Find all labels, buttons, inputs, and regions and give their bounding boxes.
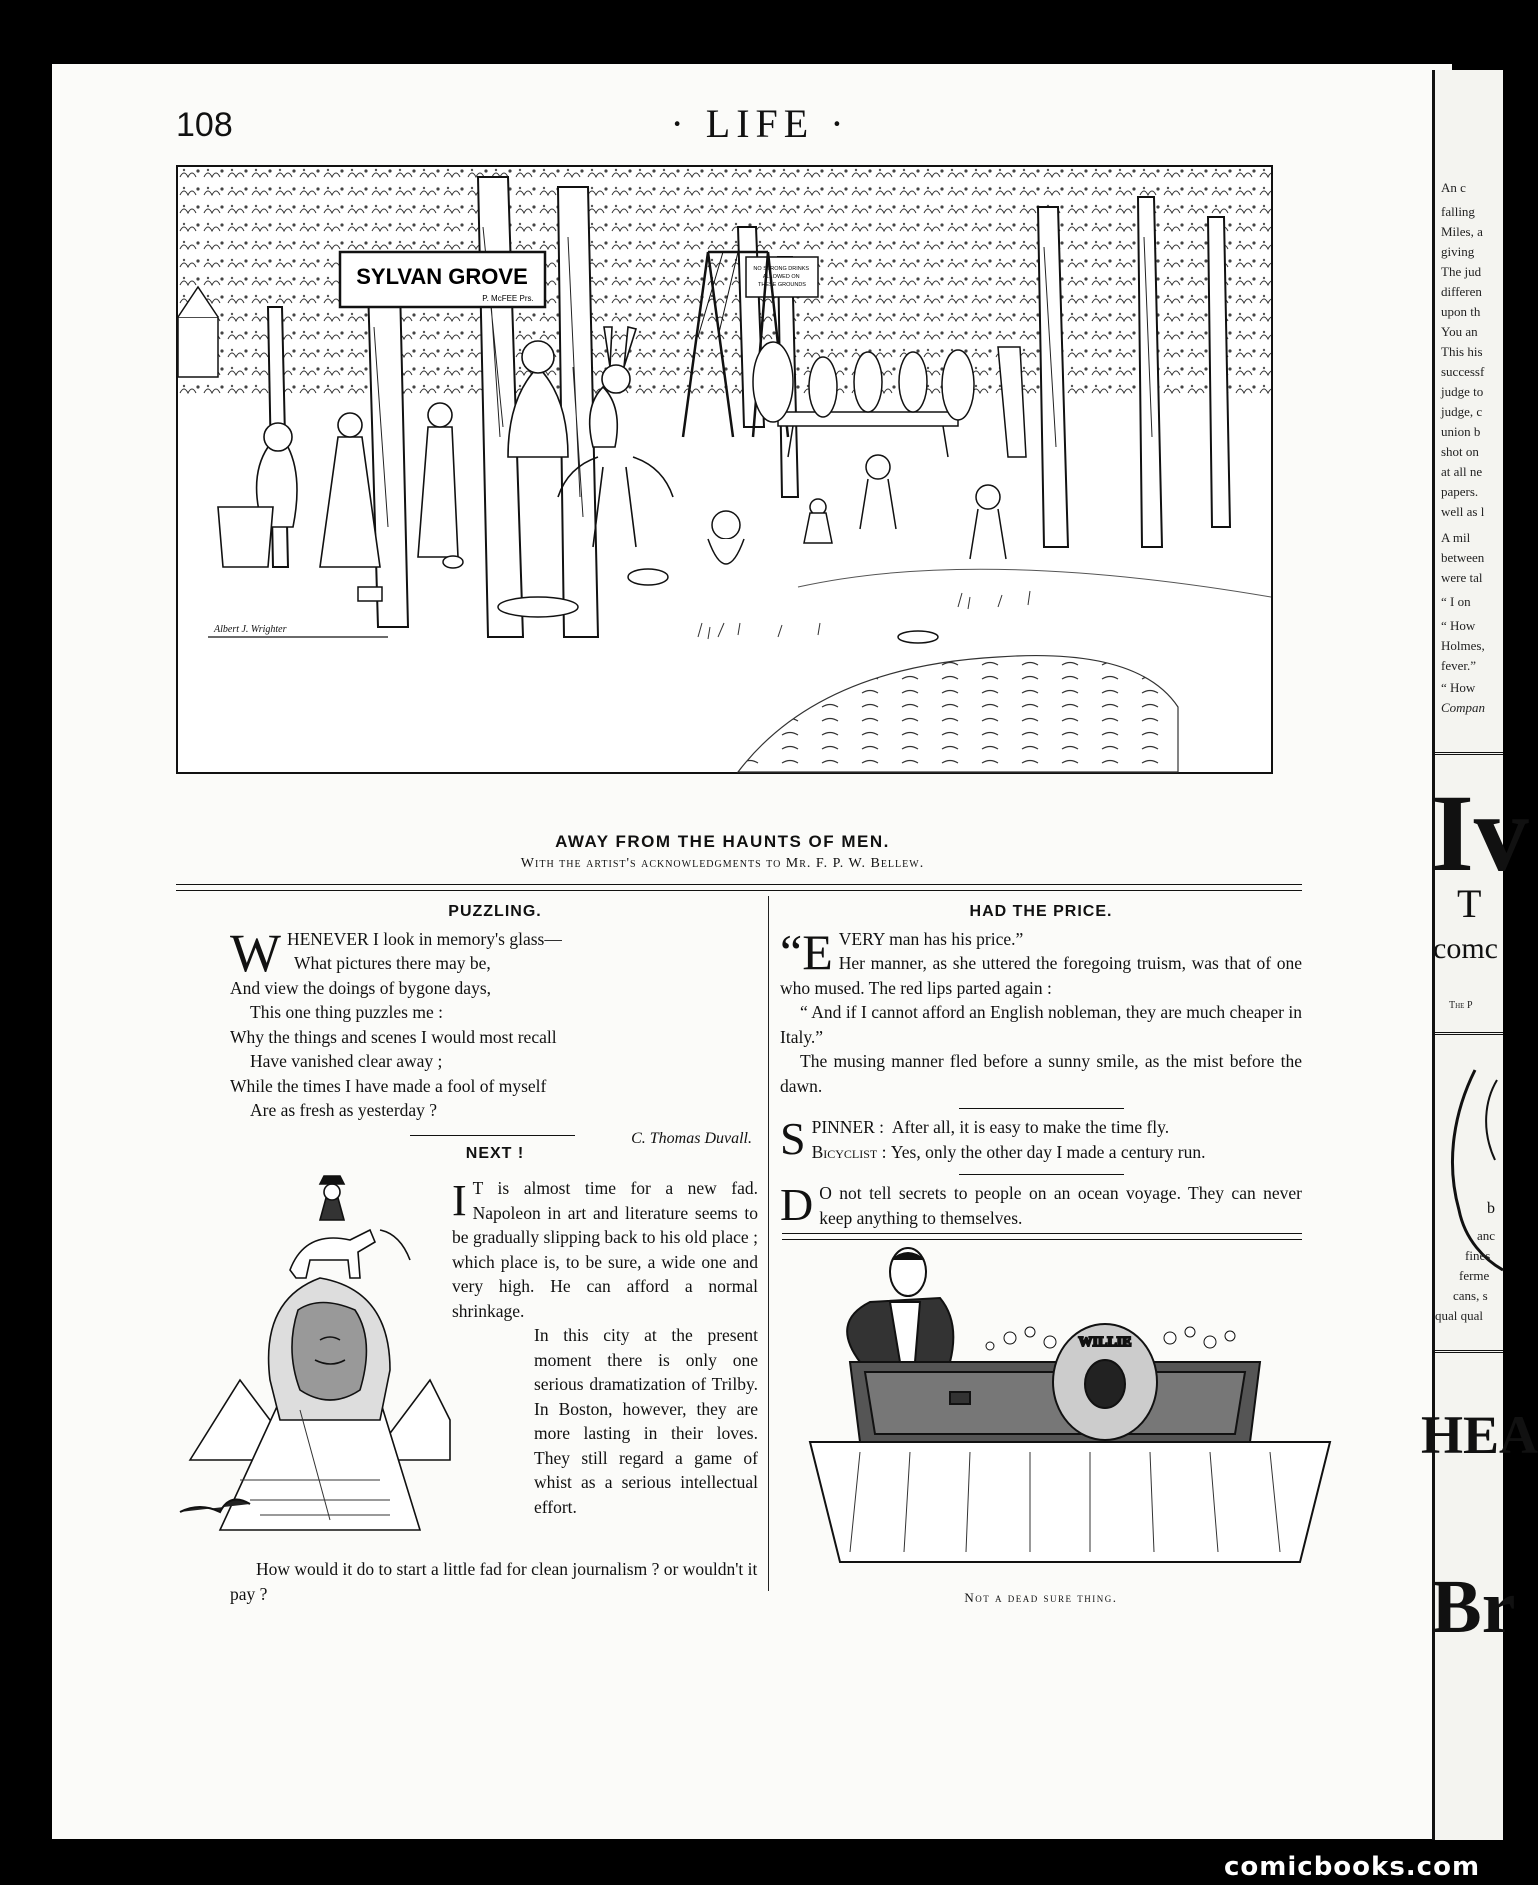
fragment-line: b [1487, 1200, 1495, 1217]
fragment-line: An c [1441, 180, 1466, 195]
dialogue-line: Yes, only the other day I made a century run. [890, 1141, 1206, 1162]
adjacent-page-fragment [1421, 70, 1538, 1840]
fragment-line: union b [1441, 424, 1481, 439]
had-price-heading: HAD THE PRICE. [969, 903, 1113, 920]
next-heading: NEXT ! [465, 1145, 525, 1162]
fragment-word: HEA [1421, 1405, 1538, 1465]
drop-cap: S [780, 1113, 806, 1164]
fragment-line: A mil [1441, 530, 1471, 545]
fragment-line: giving [1441, 244, 1475, 259]
cartoon-title: AWAY FROM THE HAUNTS OF MEN. [555, 832, 890, 851]
artist-signature: Albert J. Wrighter [214, 624, 287, 635]
drop-cap: D [780, 1179, 814, 1230]
rules-sign-text: NO STRONG DRINKS ALLOWED ON THESE GROUNDS [753, 266, 810, 288]
fragment-line: judge to [1441, 384, 1484, 399]
poem-line: While the times I have made a fool of myself [230, 1075, 547, 1096]
fragment-line: Compan [1441, 700, 1486, 715]
spinner-dialogue [780, 1115, 1302, 1164]
next-article-end [230, 1557, 760, 1606]
fragment-line: shot on [1441, 444, 1479, 459]
poem-line: Are as fresh as yesterday ? [250, 1100, 438, 1120]
poem-line: Have vanished clear away ; [250, 1051, 443, 1071]
fragment-line: “ How [1441, 618, 1476, 633]
forest-picnic-illustration [178, 167, 1271, 772]
fragment-line: differen [1441, 284, 1482, 299]
fragment-letter: T [1457, 881, 1482, 926]
grove-sign-owner: P. McFEE Prs. [482, 294, 534, 303]
fragment-line: upon th [1441, 304, 1481, 319]
next-article-text [452, 1176, 758, 1519]
cartoon-subtitle: With the artist's acknowledgments to Mr. F. P. W. Bellew. [520, 856, 925, 871]
section-rule [959, 1174, 1124, 1175]
fragment-large-letters: Iv [1431, 772, 1529, 894]
secrets-paragraph [780, 1181, 1302, 1230]
fragment-line: You an [1441, 324, 1478, 339]
grove-sign-text: SYLVAN GROVE [356, 264, 528, 289]
poem-line: What pictures there may be, [294, 953, 491, 973]
main-cartoon [176, 165, 1273, 774]
fragment-line: papers. [1441, 484, 1479, 499]
fragment-line: ferme [1459, 1268, 1490, 1283]
speaker-label: PINNER : [811, 1117, 885, 1137]
fragment-line: fines [1465, 1248, 1491, 1263]
fragment-word: Br [1431, 1565, 1516, 1649]
wreath-text: WILLIE [1078, 1335, 1132, 1350]
section-rule [959, 1108, 1124, 1109]
masthead: · LIFE · [670, 101, 850, 146]
dragon-cartoon-caption: Not a dead sure thing. [964, 1590, 1118, 1605]
fragment-line: Holmes, [1441, 638, 1485, 653]
drop-cap: “E [780, 923, 833, 980]
drop-cap: I [452, 1176, 467, 1225]
column-divider [768, 896, 769, 1591]
fragment-line: qual qual [1435, 1308, 1484, 1323]
fragment-word: comc [1433, 932, 1498, 965]
not-dead-cartoon-illustration [790, 1242, 1345, 1567]
fragment-line: at all ne [1441, 464, 1483, 479]
had-price-text: The musing manner fled before a sunny smile, as the mist before the dawn. [780, 1051, 1302, 1096]
fragment-line: successf [1441, 364, 1485, 379]
watermark-text: comicbooks.com [1224, 1852, 1481, 1882]
fragment-line: falling [1441, 204, 1475, 219]
section-rule [410, 1135, 575, 1136]
fragment-line: The jud [1441, 264, 1482, 279]
dialogue-line: After all, it is easy to make the time fly. [891, 1117, 1170, 1137]
fragment-line: well as l [1441, 504, 1485, 519]
section-rule [782, 1233, 1302, 1240]
fragment-line: were tal [1441, 570, 1483, 585]
fragment-line: This his [1441, 344, 1483, 359]
poem-line: HENEVER I look in memory's glass— [286, 928, 562, 949]
speaker-label: Bicyclist : [811, 1141, 887, 1162]
fragment-rule [1435, 1032, 1503, 1035]
drop-cap: W [230, 922, 281, 983]
fragment-line: “ I on [1441, 594, 1471, 609]
had-price-text: “E VERY man has his price.” Her manner, as she uttered the foregoing truism, was that of one who mused. The red lips parted again : [780, 923, 1302, 998]
next-paragraph: How would it do to start a little fad for clean journalism ? or wouldn't it pay ? [230, 1559, 758, 1604]
poem-author: C. Thomas Duvall. [631, 1129, 752, 1147]
fragment-line: “ How [1441, 680, 1476, 695]
poem-line: Why the things and scenes I would most recall [230, 1026, 557, 1047]
next-paragraph: T is almost time for a new fad. Napoleon in art and literature seems to be gradually slipping back to his old place ; which place is, to be sure, a wide one and very high. He can afford a normal shrinkage. [452, 1178, 758, 1321]
puzzling-column [230, 896, 760, 1169]
had-the-price-column [780, 896, 1302, 1230]
puzzling-heading: PUZZLING. [448, 903, 542, 920]
fragment-rule [1435, 1350, 1503, 1353]
napoleon-sphinx-illustration [180, 1160, 450, 1530]
fragment-line: The P [1449, 1000, 1473, 1011]
page-number: 108 [176, 106, 233, 144]
had-price-text: “ And if I cannot afford an English nobleman, they are much cheaper in Italy.” [780, 1002, 1302, 1047]
secrets-text: O not tell secrets to people on an ocean voyage. They can never keep anything to themselves. [819, 1183, 1302, 1228]
section-rule [176, 884, 1302, 891]
next-paragraph: In this city at the present moment there is only one serious dramatization of Trilby. In Boston, however, they are more lasting in their loves. They still regard a game of whist as a serious intellectual effort. [534, 1325, 758, 1517]
poem-line: And view the doings of bygone days, [230, 977, 492, 998]
fragment-line: fever.” [1441, 658, 1477, 673]
poem-line: This one thing puzzles me : [250, 1002, 443, 1022]
fragment-line: anc [1477, 1228, 1496, 1243]
fragment-line: between [1441, 550, 1485, 565]
fragment-rule [1435, 752, 1503, 755]
page-header [0, 100, 1400, 150]
fragment-line: judge, c [1441, 404, 1483, 419]
puzzling-poem [230, 922, 760, 1123]
fragment-line: cans, s [1453, 1288, 1488, 1303]
fragment-line: Miles, a [1441, 224, 1483, 239]
